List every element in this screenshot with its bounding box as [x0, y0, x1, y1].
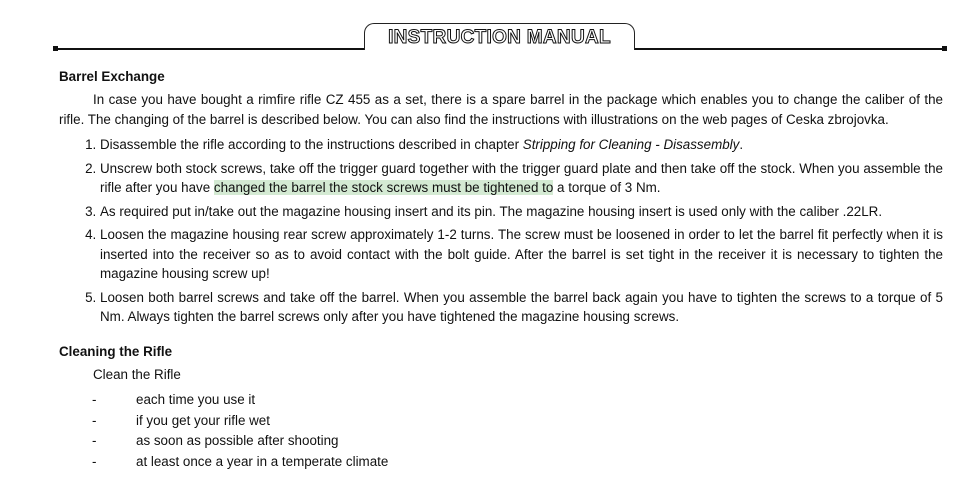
step-text: Disassemble the rifle according to the instructions described in chapter	[100, 137, 523, 152]
barrel-steps-list	[59, 135, 943, 327]
list-item	[59, 431, 943, 452]
dash-bullet: -	[92, 412, 97, 428]
step-end: .	[739, 137, 744, 152]
list-item-text: each time you use it	[136, 392, 256, 407]
title-tab	[364, 23, 635, 50]
highlighted-text[interactable]: changed the barrel the stock screws must be tightened to	[213, 180, 554, 195]
cleaning-subheading: Clean the Rifle	[93, 366, 181, 382]
dash-bullet: -	[92, 433, 97, 448]
page-title: INSTRUCTION MANUAL	[388, 27, 611, 48]
chapter-reference: Stripping for Cleaning - Disassembly	[522, 137, 740, 152]
cleaning-section	[59, 343, 943, 473]
list-item: 5. Loosen both barrel screws and take off the barrel. When you assemble the barrel back again you have to tighten the screws to a torque of 5 Nm. Always tighten the barrel screws only after you have tightened the magazine housing screws.	[100, 288, 943, 327]
cleaning-list	[59, 390, 943, 472]
list-item	[59, 411, 943, 432]
list-item	[100, 159, 943, 198]
list-item	[59, 452, 943, 473]
list-item: 4. Loosen the magazine housing rear screw approximately 1-2 turns. The screw must be loosened in order to let the barrel fit perfectly when it is inserted into the receiver so as to avoid contact with the bolt guide. After the barrel is set tight in the receiver it is necessary to tighten the magazine housing screw up!	[100, 225, 943, 284]
rule-end-left	[53, 46, 58, 51]
dash-bullet: -	[92, 453, 97, 469]
list-item-text: at least once a year in a temperate climate	[136, 453, 389, 469]
document-body	[59, 68, 943, 472]
list-item	[59, 390, 943, 411]
step-text-end: a torque of 3 Nm.	[553, 180, 661, 195]
list-item-text: as soon as possible after shooting	[136, 433, 339, 448]
step-text: Unscrew both stock screws, take off the trigger guard together with the trigger guard plate and then take off the stock. When you assemble the rifle after you have	[100, 160, 943, 195]
dash-bullet: -	[92, 392, 97, 407]
list-item: 3. As required put in/take out the magazine housing insert and its pin. The magazine housing insert is used only with the caliber .22LR.	[100, 202, 943, 222]
section-heading-barrel: Barrel Exchange	[59, 69, 165, 84]
list-item	[100, 135, 943, 155]
rule-end-right	[942, 46, 947, 51]
list-item-text: if you get your rifle wet	[136, 412, 270, 428]
barrel-intro-paragraph: In case you have bought a rimfire rifle CZ 455 as a set, there is a spare barrel in the package which enables you to change the caliber of the rifle. The changing of the barrel is described below. You can also find the instructions with illustrations on the web pages of Ceska zbrojovka.	[59, 92, 943, 127]
section-heading-cleaning: Cleaning the Rifle	[59, 343, 173, 359]
